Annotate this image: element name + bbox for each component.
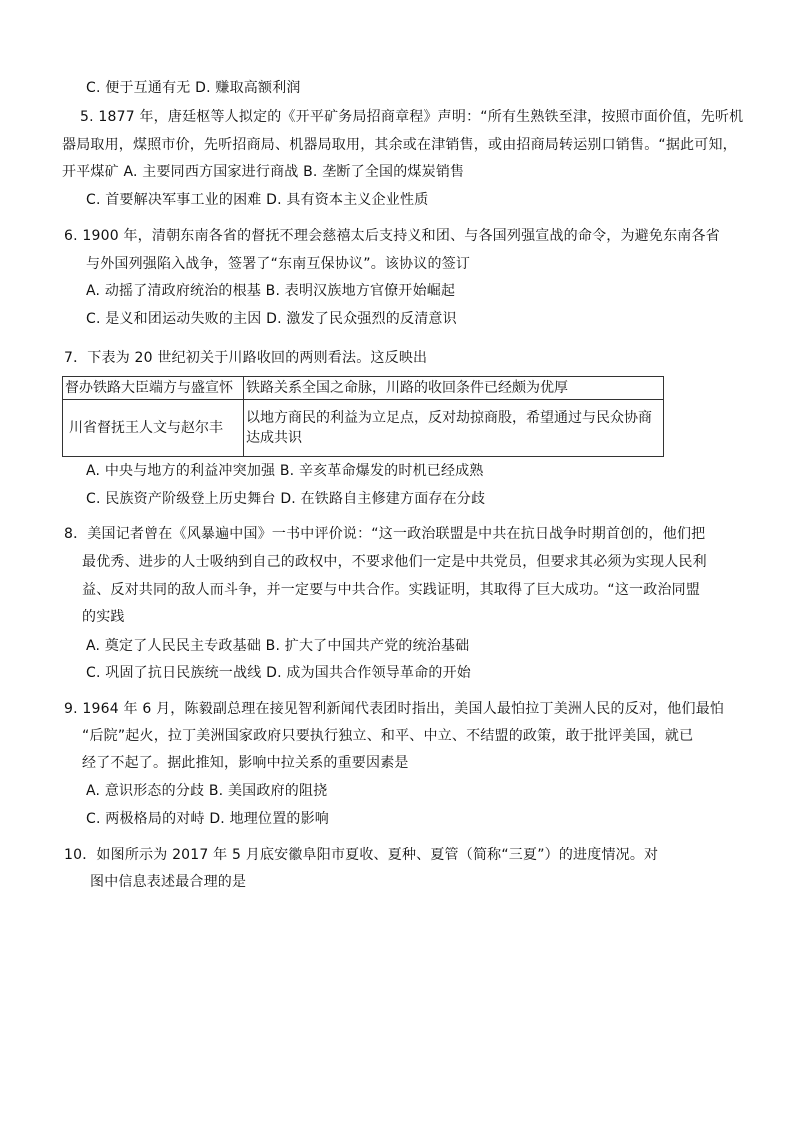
q4-options-cd: C. 便于互通有无 D. 赚取高额利润 — [86, 80, 301, 96]
q7-table-r2c1: 川省督抚王人文与赵尔丰 — [63, 400, 244, 457]
q8-stem-line3: 益、反对共同的敌人而斗争，并一定要与中共合作。实践证明，其取得了巨大成功。“这一政治同盟 — [82, 582, 701, 598]
q9-stem-line1: 9. 1964 年 6 月，陈毅副总理在接见智利新闻代表团时指出，美国人最怕拉丁美洲人民的反对，他们最怕 — [64, 701, 725, 717]
q7-table-r1c2: 铁路关系全国之命脉，川路的收回条件已经颇为优厚 — [244, 377, 664, 400]
q7-options-cd: C. 民族资产阶级登上历史舞台 D. 在铁路自主修建方面存在分歧 — [86, 491, 486, 507]
q5-options-cd: C. 首要解决军事工业的困难 D. 具有资本主义企业性质 — [86, 192, 429, 208]
table-row — [63, 377, 664, 400]
q8-options-cd: C. 巩固了抗日民族统一战线 D. 成为国共合作领导革命的开始 — [86, 665, 472, 681]
q10-stem-line1: 10．如图所示为 2017 年 5 月底安徽阜阳市夏收、夏种、夏管（简称“三夏”）的进度情况。对 — [64, 847, 659, 863]
q6-options-ab: A. 动摇了清政府统治的根基 B. 表明汉族地方官僚开始崛起 — [86, 283, 456, 299]
q6-stem-line2: 与外国列强陷入战争，签署了“东南互保协议”。该协议的签订 — [86, 256, 471, 272]
q9-options-ab: A. 意识形态的分歧 B. 美国政府的阻挠 — [86, 783, 328, 799]
q7-table-r1c1: 督办铁路大臣端方与盛宣怀 — [63, 377, 244, 400]
q6-options-cd: C. 是义和团运动失败的主因 D. 激发了民众强烈的反清意识 — [86, 311, 457, 327]
q5-stem-line1: 5. 1877 年，唐廷枢等人拟定的《开平矿务局招商章程》声明：“所有生熟铁至津，按照市面价值，先听机 — [80, 109, 744, 125]
q8-stem-line2: 最优秀、进步的人士吸纳到自己的政权中，不要求他们一定是中共党员，但要求其必须为实现人民利 — [82, 554, 707, 570]
table-row — [63, 400, 664, 457]
q6-stem-line1: 6. 1900 年，清朝东南各省的督抚不理会慈禧太后支持义和团、与各国列强宣战的命令，为避免东南各省 — [64, 228, 720, 244]
q8-stem-line1: 8．美国记者曾在《风暴遍中国》一书中评价说：“这一政治联盟是中共在抗日战争时期首创的，他们把 — [64, 526, 706, 542]
q8-options-ab: A. 奠定了人民民主专政基础 B. 扩大了中国共产党的统治基础 — [86, 638, 470, 654]
q5-stem-line2: 器局取用，煤照市价，先听招商局、机器局取用，其余或在津销售，或由招商局转运别口销售。“据此可知， — [62, 137, 737, 153]
q7-options-ab: A. 中央与地方的利益冲突加强 B. 辛亥革命爆发的时机已经成熟 — [86, 463, 484, 479]
q7-table-r2c2: 以地方商民的利益为立足点，反对劫掠商股，希望通过与民众协商达成共识 — [244, 400, 664, 457]
q10-stem-line2: 图中信息表述最合理的是 — [90, 874, 247, 890]
q9-stem-line2: “后院”起火，拉丁美洲国家政府只要执行独立、和平、中立、不结盟的政策，敢于批评美国，就已 — [82, 728, 694, 744]
q5-stem-line3: 开平煤矿 A. 主要同西方国家进行商战 B. 垄断了全国的煤炭销售 — [62, 164, 465, 180]
q9-stem-line3: 经了不起了。据此推知，影响中拉关系的重要因素是 — [82, 755, 409, 771]
q9-options-cd: C. 两极格局的对峙 D. 地理位置的影响 — [86, 811, 330, 827]
q7-table — [62, 376, 664, 457]
q7-stem: 7．下表为 20 世纪初关于川路收回的两则看法。这反映出 — [64, 350, 428, 366]
q8-stem-line4: 的实践 — [82, 609, 125, 625]
